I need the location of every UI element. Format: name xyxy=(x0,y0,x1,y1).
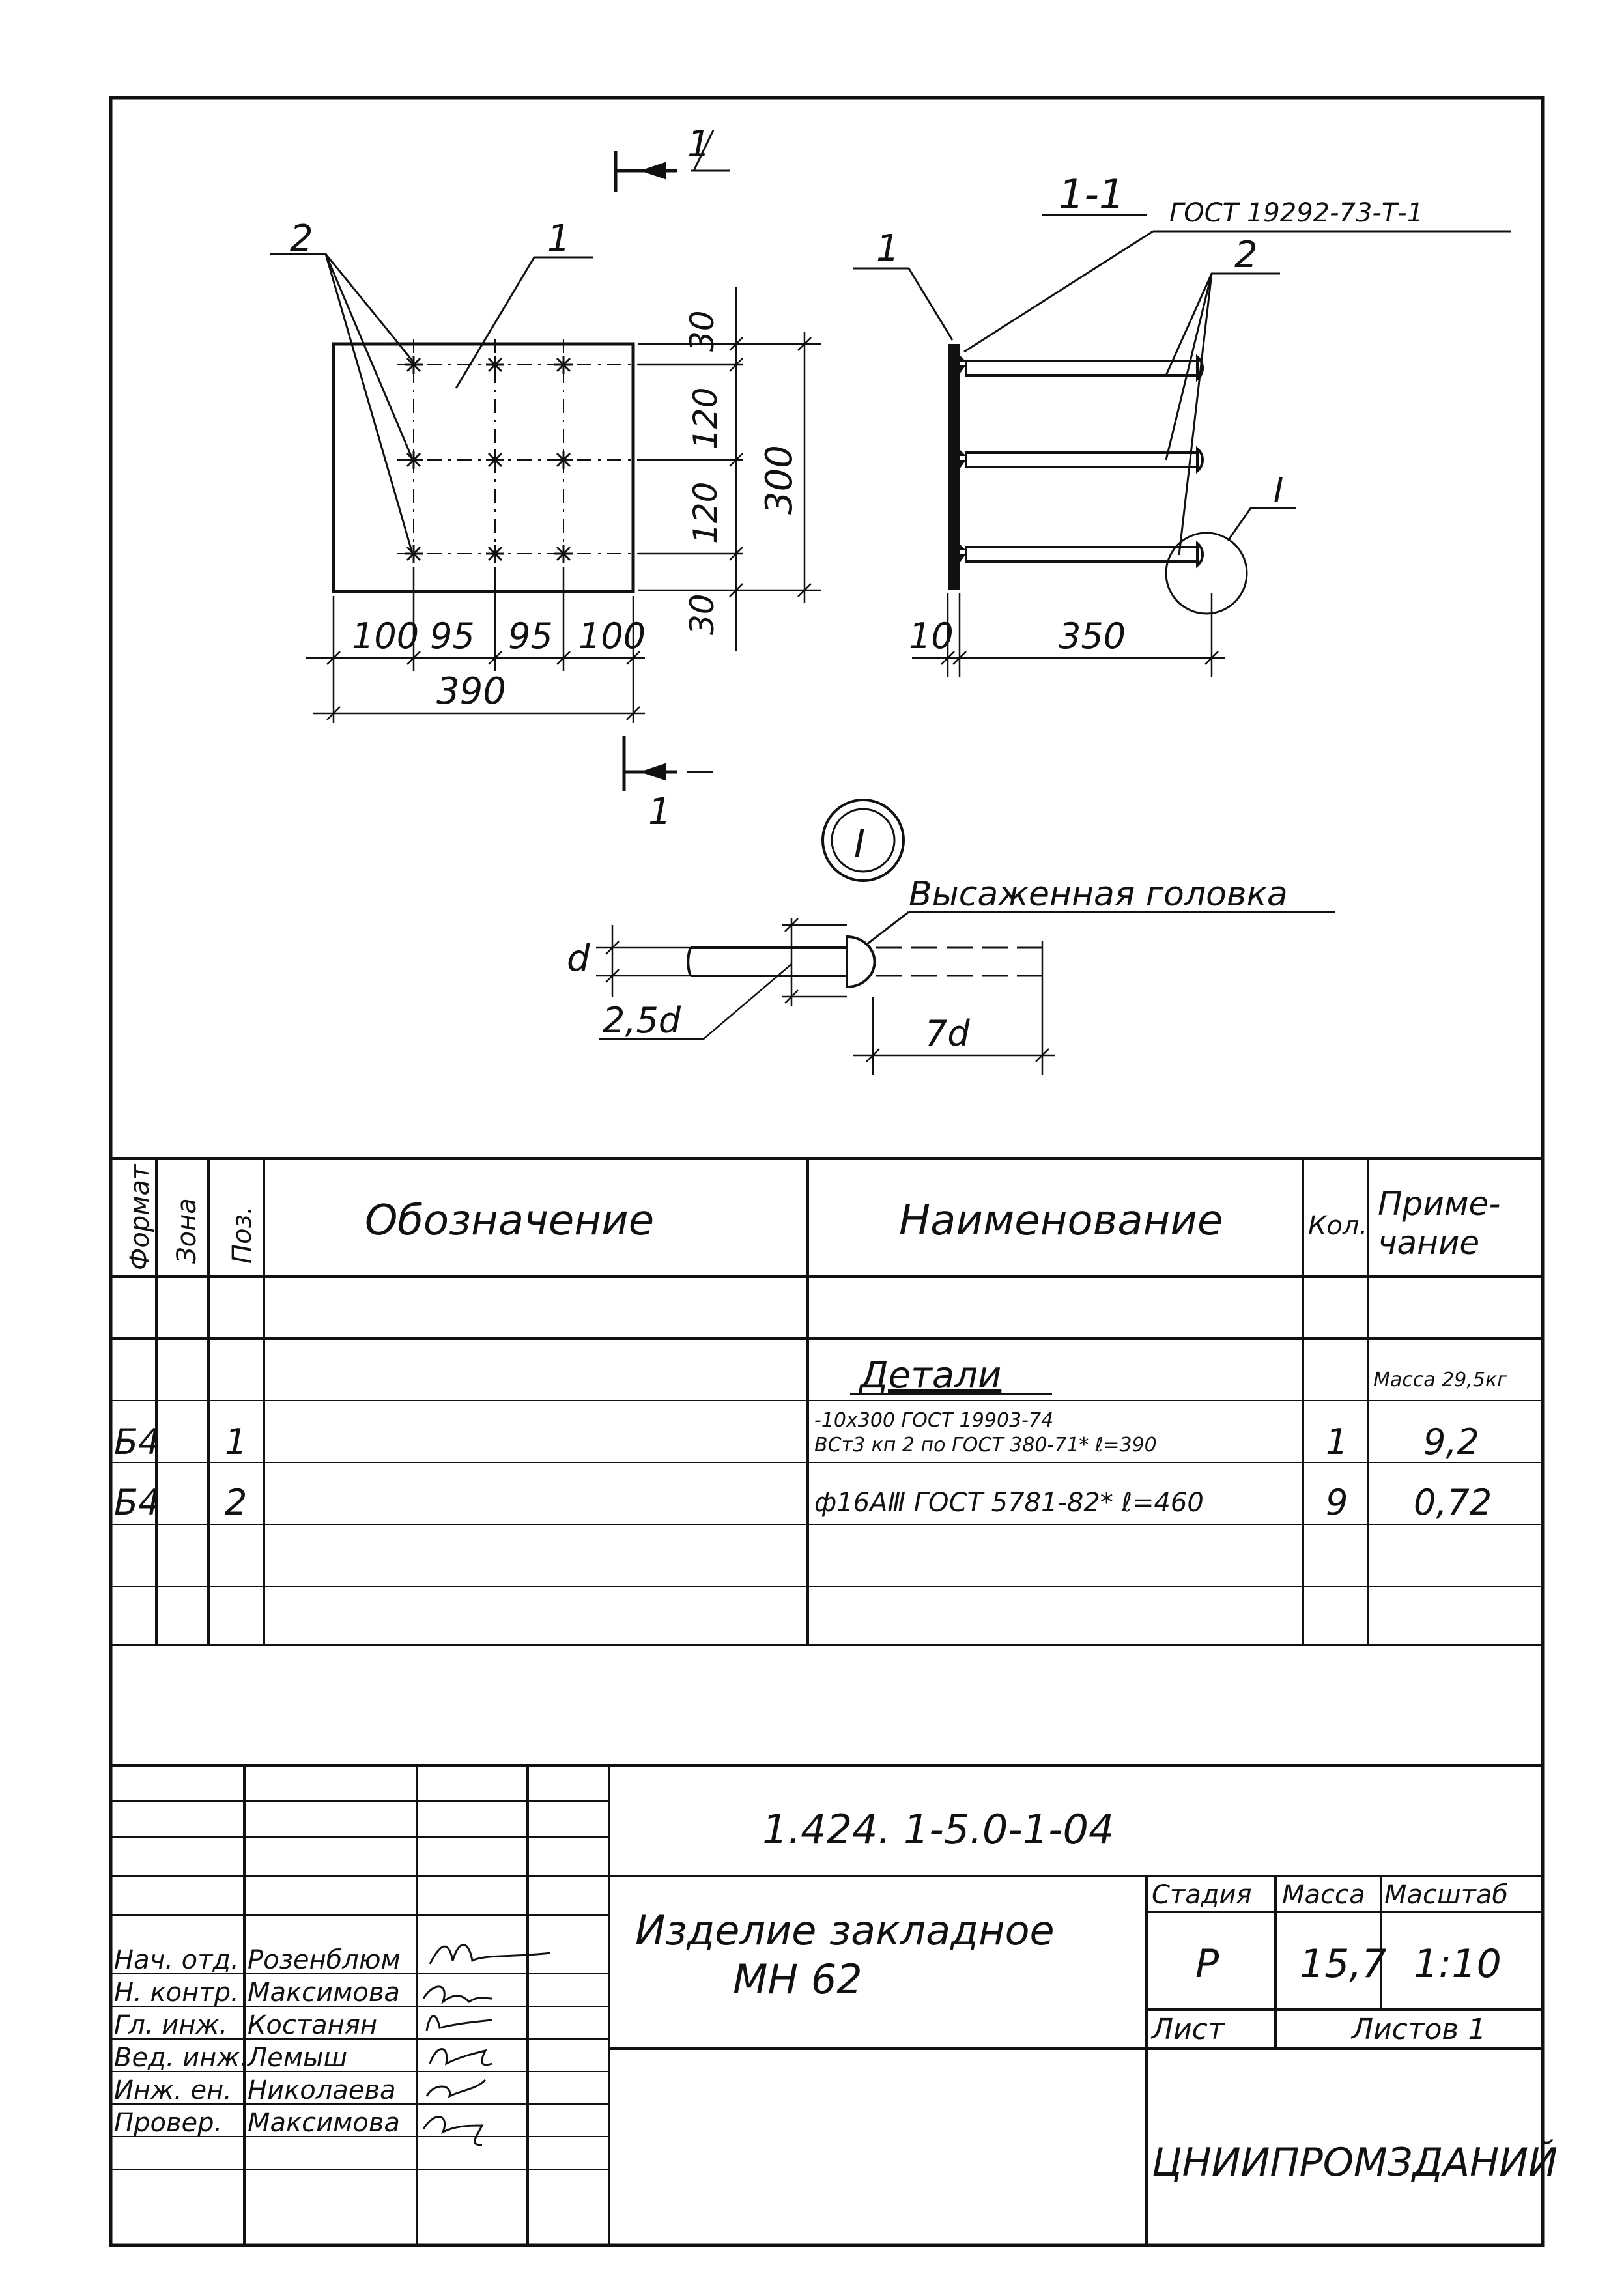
row1-format: Б4 xyxy=(114,1421,161,1462)
dim-mid-95-b: 95 xyxy=(508,616,553,657)
header-name: Наименование xyxy=(899,1197,1223,1245)
staff-name-5: Николаева xyxy=(248,2075,396,2105)
dim-total-390: 390 xyxy=(436,670,506,713)
section-mark-bottom xyxy=(624,736,713,791)
row2-pos: 2 xyxy=(225,1482,248,1523)
plate-callout: 1 xyxy=(547,218,571,260)
dim-d: d xyxy=(567,937,590,980)
row2-qty: 9 xyxy=(1326,1482,1348,1523)
signature-4 xyxy=(430,2049,492,2065)
organization: ЦНИИПРОМЗДАНИЙ xyxy=(1152,2140,1558,2185)
header-designation: Обозначение xyxy=(365,1197,655,1245)
dim-left-100: 100 xyxy=(352,616,420,657)
anchor-leader xyxy=(270,254,414,551)
anchors-section-leader xyxy=(1166,274,1280,555)
section-label-top: 1 xyxy=(687,123,711,165)
header-note-1: Приме- xyxy=(1378,1185,1501,1223)
plate-section-callout: 1 xyxy=(876,227,900,270)
weld-note: ГОСТ 19292-73-Т-1 xyxy=(1169,198,1424,228)
row1-qty: 1 xyxy=(1326,1421,1348,1462)
signature-3 xyxy=(427,2016,492,2031)
weld-note-leader xyxy=(964,231,1153,352)
spec-table xyxy=(111,1158,1543,1645)
header-qty: Кол. xyxy=(1308,1211,1368,1241)
section-view xyxy=(853,171,1511,677)
stage-label: Стадия xyxy=(1152,1880,1252,1910)
signatures xyxy=(423,1945,550,2145)
mass-value: 15,7 xyxy=(1300,1941,1387,1987)
detail-title-leader xyxy=(866,912,909,945)
sheet-label: Лист xyxy=(1152,2013,1225,2046)
staff-name-2: Максимова xyxy=(248,1978,400,2008)
detail-title: Высаженная головка xyxy=(909,875,1288,914)
section-mark-top xyxy=(616,130,730,192)
dim-mid-95-a: 95 xyxy=(430,616,475,657)
row2-note: 0,72 xyxy=(1414,1482,1492,1523)
dim-length-350: 350 xyxy=(1059,616,1126,657)
anchor-bars xyxy=(966,357,1203,565)
section-title: 1-1 xyxy=(1059,171,1125,218)
plan-view xyxy=(270,123,821,833)
signature-5 xyxy=(427,2080,485,2096)
anchor-centerlines xyxy=(397,339,638,586)
row2-name: ф16АⅢ ГОСТ 5781-82* ℓ=460 xyxy=(814,1488,1204,1518)
dim-total-300: 300 xyxy=(758,445,801,515)
drawing-code: 1.424. 1-5.0-1-04 xyxy=(762,1806,1115,1853)
header-format: Формат xyxy=(125,1164,155,1270)
detail-view xyxy=(567,800,1335,1075)
staff-name-3: Костанян xyxy=(248,2010,378,2040)
mass-note: Масса 29,5кг xyxy=(1373,1369,1507,1391)
dim-right-100: 100 xyxy=(578,616,646,657)
dim-head: 2,5d xyxy=(603,1000,681,1041)
section-label-bottom: 1 xyxy=(648,791,672,833)
detail-callout: I xyxy=(1274,471,1284,510)
dim-upper-120: 120 xyxy=(687,387,724,449)
staff-role-3: Гл. инж. xyxy=(114,2010,228,2040)
detail-circle xyxy=(1166,533,1247,614)
detail-dimension-lines xyxy=(596,918,1055,1075)
scale-value: 1:10 xyxy=(1414,1941,1502,1987)
staff-name-6: Максимова xyxy=(248,2108,400,2138)
row1-note: 9,2 xyxy=(1423,1421,1479,1462)
header-note-2: чание xyxy=(1378,1224,1480,1262)
header-pos: Поз. xyxy=(227,1206,257,1264)
dim-top-30: 30 xyxy=(683,310,721,352)
section-title-details: Детали xyxy=(860,1354,1002,1397)
header-zone: Зона xyxy=(172,1198,202,1264)
signature-2 xyxy=(423,1987,492,2002)
staff-role-5: Инж. ен. xyxy=(114,2075,233,2105)
sheets-label: Листов 1 xyxy=(1352,2013,1487,2046)
plate-section-leader xyxy=(853,268,952,340)
staff-role-1: Нач. отд. xyxy=(114,1945,239,1975)
staff-name-1: Розенблюм xyxy=(248,1945,401,1975)
scale-label: Масштаб xyxy=(1384,1880,1509,1910)
staff-role-6: Провер. xyxy=(114,2108,223,2138)
signature-6 xyxy=(423,2116,482,2145)
anchor-embedded-hidden xyxy=(876,948,1042,976)
staff-role-2: Н. контр. xyxy=(114,1978,239,2008)
anchor-detail xyxy=(688,937,874,987)
product-name-line2: МН 62 xyxy=(733,1956,862,2003)
dim-thickness-10: 10 xyxy=(909,616,954,657)
row2-format: Б4 xyxy=(114,1482,161,1523)
staff-name-4: Лемыш xyxy=(248,2043,348,2073)
row1-pos: 1 xyxy=(225,1421,248,1462)
dim-lower-120: 120 xyxy=(687,481,724,544)
dim-bottom-30: 30 xyxy=(683,593,721,635)
row1-name-1: -10х300 ГОСТ 19903-74 xyxy=(814,1409,1054,1432)
anchor-callout: 2 xyxy=(290,218,313,260)
row1-name-2: ВСт3 кп 2 по ГОСТ 380-71* ℓ=390 xyxy=(814,1434,1157,1457)
detail-marker: I xyxy=(854,821,866,866)
anchors-section-callout: 2 xyxy=(1234,234,1258,276)
detail-leader xyxy=(1228,508,1296,541)
staff-role-4: Вед. инж. xyxy=(114,2043,249,2073)
plate-leader xyxy=(456,257,593,388)
product-name-line1: Изделие закладное xyxy=(635,1907,1055,1954)
dim-len: 7d xyxy=(925,1013,970,1054)
plate-section xyxy=(948,344,960,590)
stage-value: Р xyxy=(1195,1941,1219,1987)
signature-1 xyxy=(430,1945,550,1964)
title-block xyxy=(111,1765,1558,2245)
mass-label: Масса xyxy=(1282,1880,1365,1910)
